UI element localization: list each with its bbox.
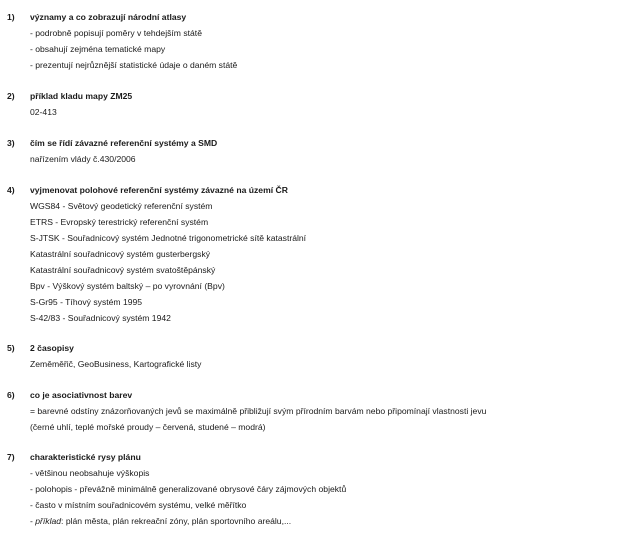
- question-title: charakteristické rysy plánu: [30, 452, 141, 462]
- question-number: 1): [7, 12, 15, 22]
- question-title: příklad kladu mapy ZM25: [30, 91, 133, 101]
- answer-line: nařízením vlády č.430/2006: [30, 154, 136, 164]
- question-number: 6): [7, 390, 15, 400]
- answer-line: (černé uhlí, teplé mořské proudy – červená, studené – modrá): [30, 422, 266, 432]
- answer-line: Katastrální souřadnicový systém gusterbergský: [30, 249, 211, 259]
- answer-line: - obsahují zejména tematické mapy: [30, 44, 166, 54]
- answer-line: ETRS - Evropský terestrický referenční systém: [30, 217, 209, 227]
- example-label: příklad: [35, 516, 62, 526]
- answer-line: - většinou neobsahuje výškopis: [30, 468, 150, 478]
- answer-line: = barevné odstíny znázorňovaných jevů se maximálně přibližují svým přírodním barvám nebo připomínají vlastnosti jevu: [30, 406, 487, 416]
- question-number: 4): [7, 185, 15, 195]
- question-title: 2 časopisy: [30, 343, 74, 353]
- question-number: 2): [7, 91, 15, 101]
- question-number: 7): [7, 452, 15, 462]
- answer-line: S-42/83 - Souřadnicový systém 1942: [30, 313, 171, 323]
- question-title: vyjmenovat polohové referenční systémy závazné na území ČR: [30, 185, 288, 195]
- answer-line: 02-413: [30, 107, 57, 117]
- answer-line: S-JTSK - Souřadnicový systém Jednotné trigonometrické sítě katastrální: [30, 233, 307, 243]
- answer-line: Bpv - Výškový systém baltský – po vyrovnání (Bpv): [30, 281, 225, 291]
- example-prefix: -: [30, 516, 36, 526]
- answer-line: - často v místním souřadnicovém systému, velké měřítko: [30, 500, 247, 510]
- answer-line: Katastrální souřadnicový systém svatoštěpánský: [30, 265, 216, 275]
- answer-line: WGS84 - Světový geodetický referenční systém: [30, 201, 213, 211]
- example-text: : plán města, plán rekreační zóny, plán sportovního areálu,...: [61, 516, 292, 526]
- question-title: čím se řídí závazné referenční systémy a SMD: [30, 138, 218, 148]
- answer-line: S-Gr95 - Tíhový systém 1995: [30, 297, 143, 307]
- question-title: významy a co zobrazují národní atlasy: [30, 12, 187, 22]
- answer-line: - podrobně popisují poměry v tehdejším státě: [30, 28, 202, 38]
- question-number: 3): [7, 138, 15, 148]
- question-number: 5): [7, 343, 15, 353]
- answer-line: - polohopis - převážně minimálně generalizované obrysové čáry zájmových objektů: [30, 484, 347, 494]
- answer-line: - prezentují nejrůznější statistické údaje o daném státě: [30, 60, 238, 70]
- answer-line: Zeměměřič, GeoBusiness, Kartografické listy: [30, 359, 202, 369]
- answer-line-example: [30, 514, 291, 528]
- question-title: co je asociativnost barev: [30, 390, 133, 400]
